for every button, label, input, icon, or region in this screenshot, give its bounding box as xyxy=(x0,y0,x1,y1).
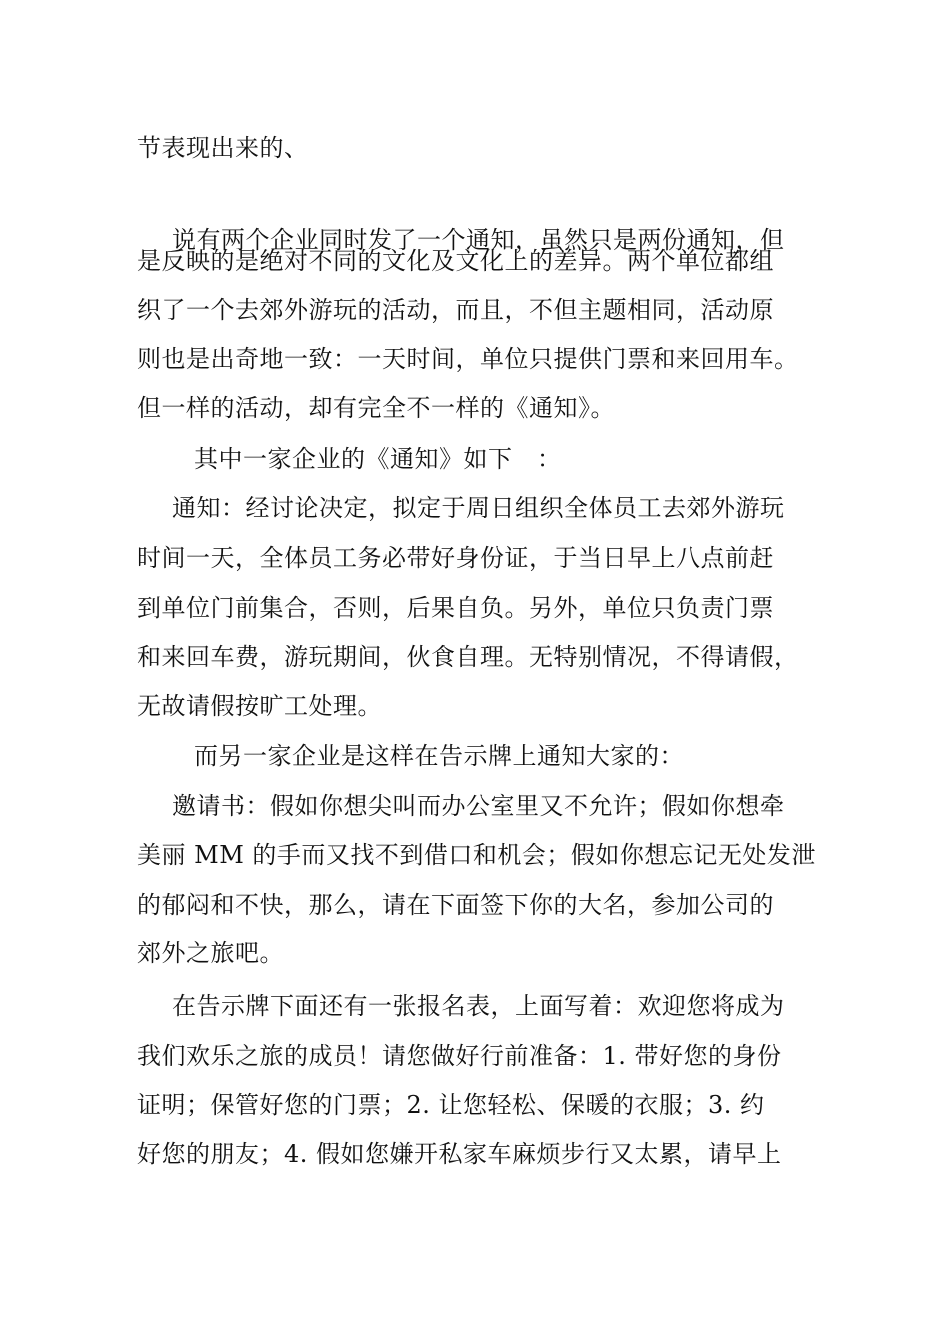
text-line-15: 美丽 MM 的手而又找不到借口和机会；假如你想忘记无处发泄 xyxy=(137,841,816,869)
text-line-4: 织了一个去郊外游玩的活动，而且，不但主题相同，活动原 xyxy=(137,296,774,324)
text-line-1: 节表现出来的、 xyxy=(137,134,309,162)
text-line-14: 邀请书：假如你想尖叫而办公室里又不允许；假如你想牵 xyxy=(172,792,785,820)
text-line-3: 是反映的是绝对不同的文化及文化上的差异。两个单位都组 xyxy=(137,247,774,275)
text-line-17: 郊外之旅吧。 xyxy=(137,939,284,967)
text-line-12: 无故请假按旷工处理。 xyxy=(137,692,382,720)
text-line-6: 但一样的活动，却有完全不一样的《通知》。 xyxy=(137,394,615,422)
text-line-11: 和来回车费，游玩期间，伙食自理。无特别情况，不得请假， xyxy=(137,643,799,671)
text-line-18: 在告示牌下面还有一张报名表，上面写着：欢迎您将成为 xyxy=(172,992,785,1020)
text-line-8: 通知：经讨论决定，拟定于周日组织全体员工去郊外游玩 xyxy=(172,494,785,522)
text-line-21: 好您的朋友；4. 假如您嫌开私家车麻烦步行又太累，请早上 xyxy=(137,1140,782,1168)
text-line-5: 则也是出奇地一致：一天时间，单位只提供门票和来回用车。 xyxy=(137,345,799,373)
text-line-16: 的郁闷和不快，那么，请在下面签下你的大名，参加公司的 xyxy=(137,891,774,919)
text-line-7: 其中一家企业的《通知》如下 ： xyxy=(194,445,562,473)
text-line-2: 说有两个企业同时发了一个通知，虽然只是两份通知，但 xyxy=(172,226,785,254)
text-line-10: 到单位门前集合，否则，后果自负。另外，单位只负责门票 xyxy=(137,594,774,622)
text-line-9: 时间一天，全体员工务必带好身份证，于当日早上八点前赶 xyxy=(137,544,774,572)
text-line-20: 证明；保管好您的门票；2. 让您轻松、保暖的衣服；3. 约 xyxy=(137,1091,765,1119)
text-line-19: 我们欢乐之旅的成员！请您做好行前准备：1. 带好您的身份 xyxy=(137,1042,782,1070)
text-line-13: 而另一家企业是这样在告示牌上通知大家的： xyxy=(194,742,684,770)
